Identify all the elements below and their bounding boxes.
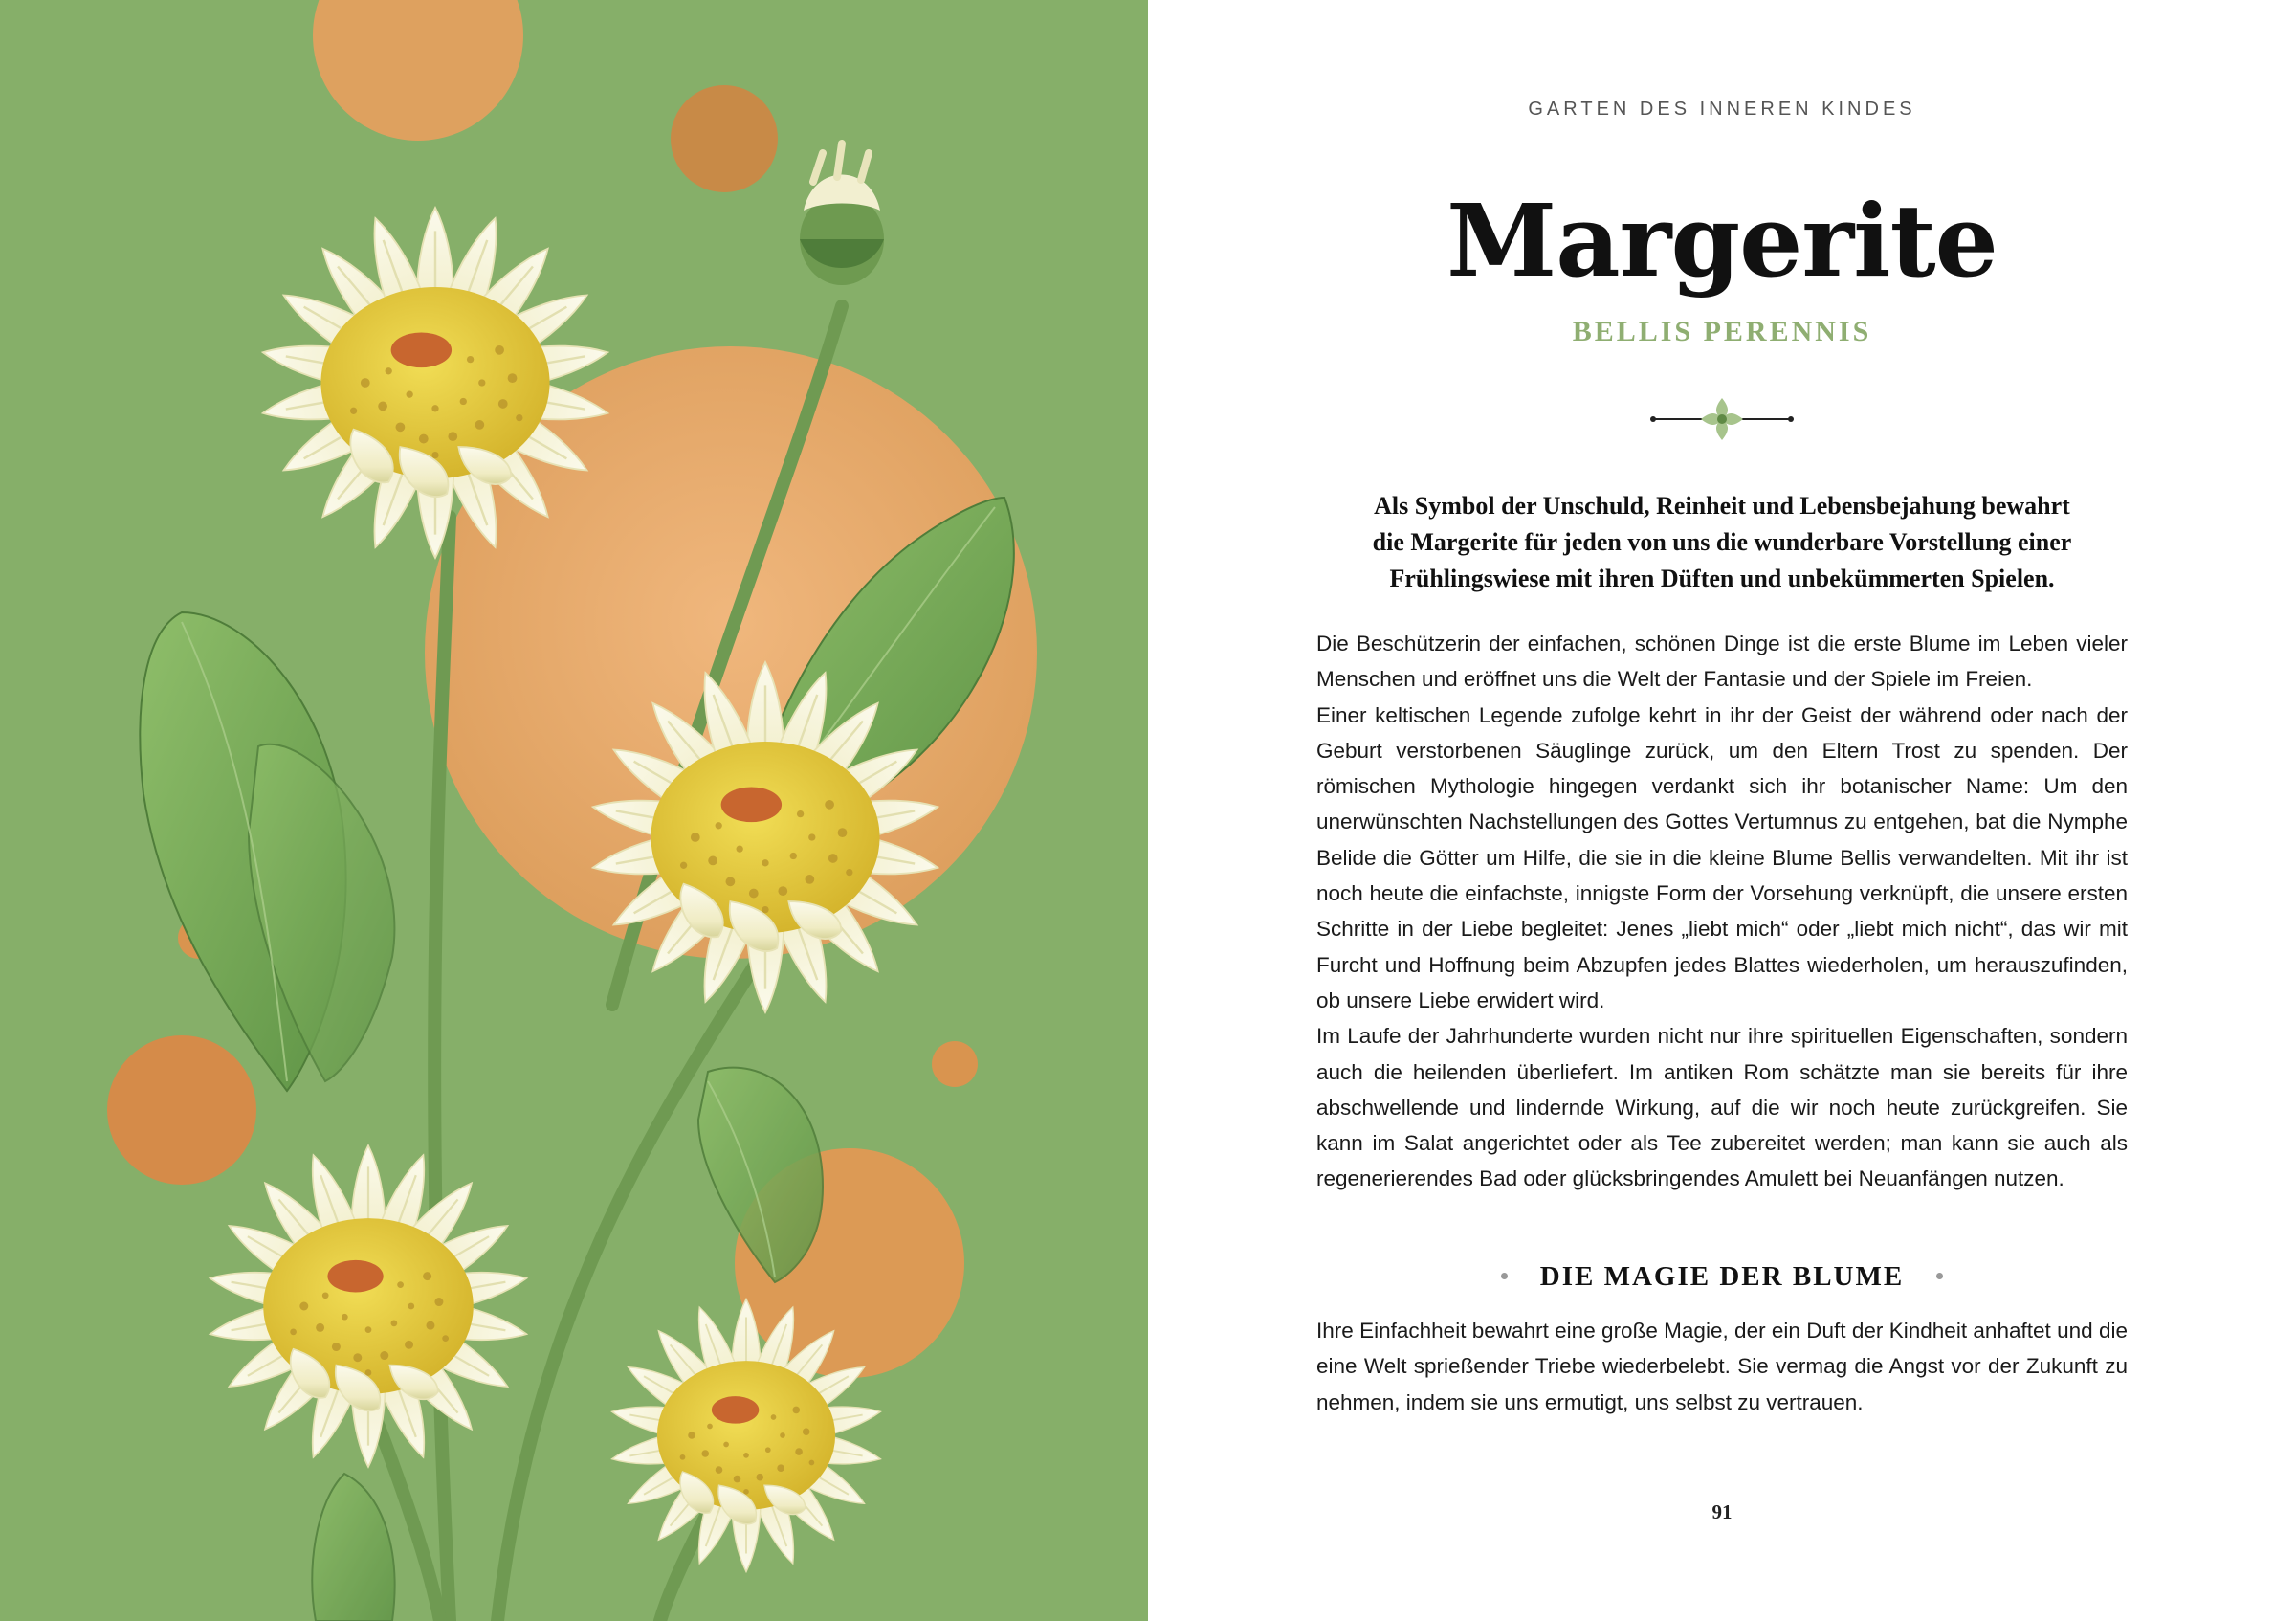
bullet-dot-icon: [1936, 1273, 1943, 1279]
body-paragraph: Im Laufe der Jahrhunderte wurden nicht nur ihre spirituellen Eigenschaften, sondern auch die heilenden überliefert. Im antiken Rom schätzte man sie bereits für ihre abschwellende und lindernde Wirkung, auf die wir noch heute zurückgreifen. Sie kann im Salat angerichtet oder als Tee zubereitet werden; man kann sie auch als regenerierendes Bad oder glücksbringendes Amulett bei Neuanfängen nutzen.: [1316, 1024, 2128, 1191]
lead-line: Als Symbol der Unschuld, Reinheit und Lebensbejahung bewahrt: [1374, 492, 2070, 520]
circle-decor: [932, 1041, 978, 1087]
daisy-flower-icon: [207, 1145, 529, 1467]
leaf-icon: [312, 1474, 394, 1621]
bud-icon: [800, 144, 884, 285]
ornament-divider: [1645, 390, 1799, 448]
body-text: [1316, 626, 2128, 1197]
stem: [434, 517, 450, 1621]
section-heading-text: DIE MAGIE DER BLUME: [1539, 1261, 1905, 1292]
circle-decor: [313, 0, 523, 141]
circle-decor: [107, 1035, 256, 1185]
section-text: [1316, 1313, 2128, 1420]
botanical-name: BELLIS PERENNIS: [1572, 316, 1872, 347]
circle-decor: [671, 85, 778, 192]
text-page: [1148, 0, 2296, 1621]
running-head: GARTEN DES INNEREN KINDES: [1528, 99, 1916, 120]
page-title: Margerite: [1446, 182, 1998, 300]
section-heading: [1148, 1261, 2296, 1293]
section-paragraph: Ihre Einfachheit bewahrt eine große Magie, der ein Duft der Kindheit anhaftet und die eine Welt sprießender Triebe wiederbelebt. Sie vermag die Angst vor der Zukunft zu nehmen, indem sie uns ermutigt, uns selbst zu vertrauen.: [1316, 1319, 2128, 1414]
page-number: 91: [1711, 1500, 1733, 1523]
bullet-dot-icon: [1501, 1273, 1508, 1279]
body-paragraph: Einer keltischen Legende zufolge kehrt in ihr der Geist der während oder nach der Geburt verstorbenen Säuglinge zurück, um den Eltern Trost zu spenden. Der römischen Mythologie hingegen verdankt sich ihr botanischer Name: Um den unerwünschten Nachstellungen des Gottes Vertumnus zu entgehen, bat die Nymphe Belide die Götter um Hilfe, die sie in die kleine Blume Bellis verwandelten. Mit ihr ist noch heute die einfachste, innigste Form der Vorsehung verknüpft, die unsere ersten Schritte in der Liebe begleitet: Jenes „liebt mich“ oder „liebt mich nicht“, das wir mit Furcht und Hoffnung beim Abzupfen jedes Blattes wiederholen, um herauszufinden, ob unsere Liebe erwidert wird.: [1316, 702, 2128, 1012]
lead-line: Frühlingswiese mit ihren Düften und unbekümmerten Spielen.: [1389, 565, 2055, 592]
lead-paragraph: [1315, 488, 2129, 597]
lead-line: die Margerite für jeden von uns die wunderbare Vorstellung einer: [1372, 528, 2072, 556]
body-paragraph: Die Beschützerin der einfachen, schönen Dinge ist die erste Blume im Leben vieler Menschen und eröffnet uns die Welt der Fantasie und der Spiele im Freien.: [1316, 632, 2128, 692]
